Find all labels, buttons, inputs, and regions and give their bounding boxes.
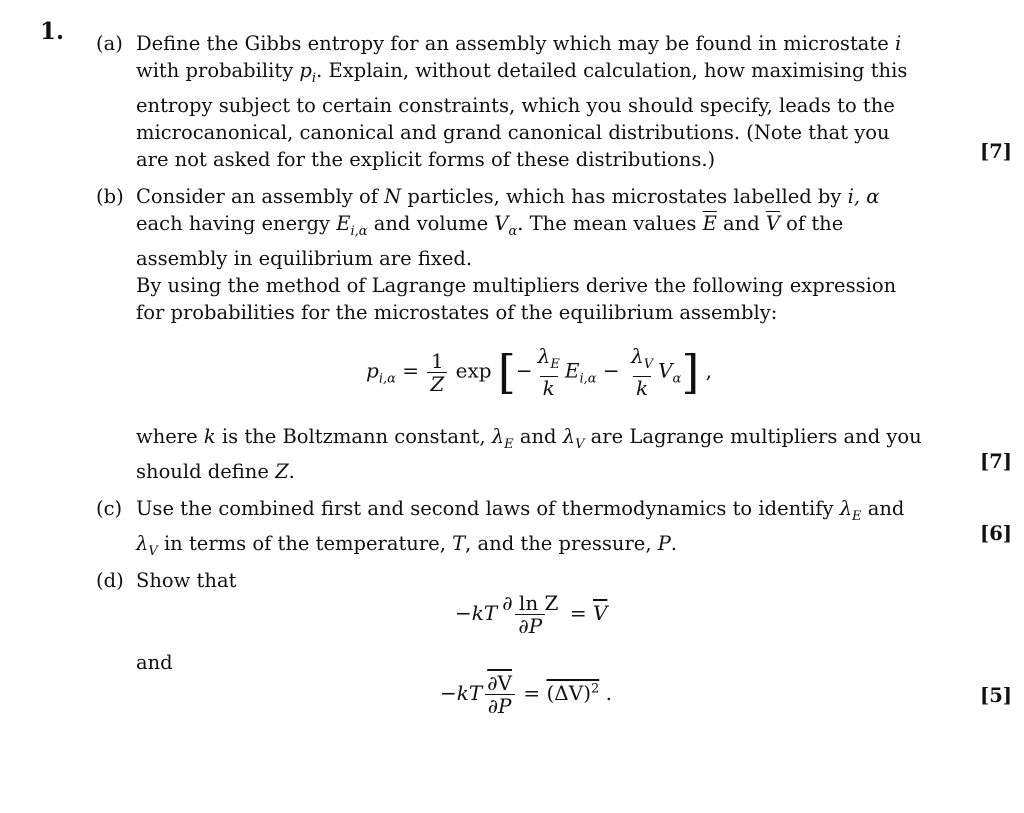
part-c-label: (c) [96, 497, 123, 520]
equation-d2: −kT $\frac{\partial V}{\partial P}$ = $(\Delta V)^2$ . [440, 671, 612, 718]
part-c: (c) Use the combined first and second laws of thermodynamics to identify $\lambda_E$ and $\lambda_V$ in terms of the temperature, T, and the pressure, P. [96, 497, 905, 559]
mark-d: [5] [980, 684, 1013, 707]
part-d-label: (d) [96, 569, 124, 592]
question-number: 1. [40, 18, 65, 45]
probability-equation: $p_{i,\alpha}$ = $\frac{1}{Z}$ exp [− $\frac{\lambda_E}{k}$ $E_{i,\alpha}$ − $\frac{\lambda_V}{k}$ $V_\alpha$] , [366, 344, 712, 400]
part-b-where: where k is the Boltzmann constant, $\lambda_E$ and $\lambda_V$ are Lagrange multipliers and you should define Z. [136, 425, 922, 483]
mark-b: [7] [980, 450, 1013, 473]
part-b-para-2: By using the method of Lagrange multipliers derive the following expression for probabilities for the microstates of the equilibrium assembly: [136, 274, 897, 324]
part-a [96, 30, 926, 173]
mark-a: [7] [980, 140, 1013, 163]
part-b-text: Consider an assembly of N particles, which has microstates labelled by i, α each having energy $E_{i,\alpha}$ and volume $V_\alpha$. The mean values $\overline{E}$ and $\overline{V}$ of the assembly in equilibrium are fixed. [136, 185, 880, 270]
part-a-label: (a) [96, 32, 123, 55]
part-b [96, 183, 926, 272]
part-b-label: (b) [96, 185, 124, 208]
part-d-and: and [136, 651, 173, 674]
part-a-text: Define the Gibbs entropy for an assembly which may be found in microstate i with probability $p_i$. Explain, without detailed calculation, how maximising this entropy subject to certain constraints, which you should specify, leads to the microcanonical, canonical and grand canonical distributions. (Note that you are not asked for the explicit forms of these distributions.) [136, 32, 908, 171]
part-d: (d) Show that [96, 569, 237, 592]
mark-c: [6] [980, 522, 1013, 545]
equation-d1: −kT $\frac{\text{∂ ln Z}}{\partial P}$ = $\overline{V}$ [455, 591, 608, 638]
